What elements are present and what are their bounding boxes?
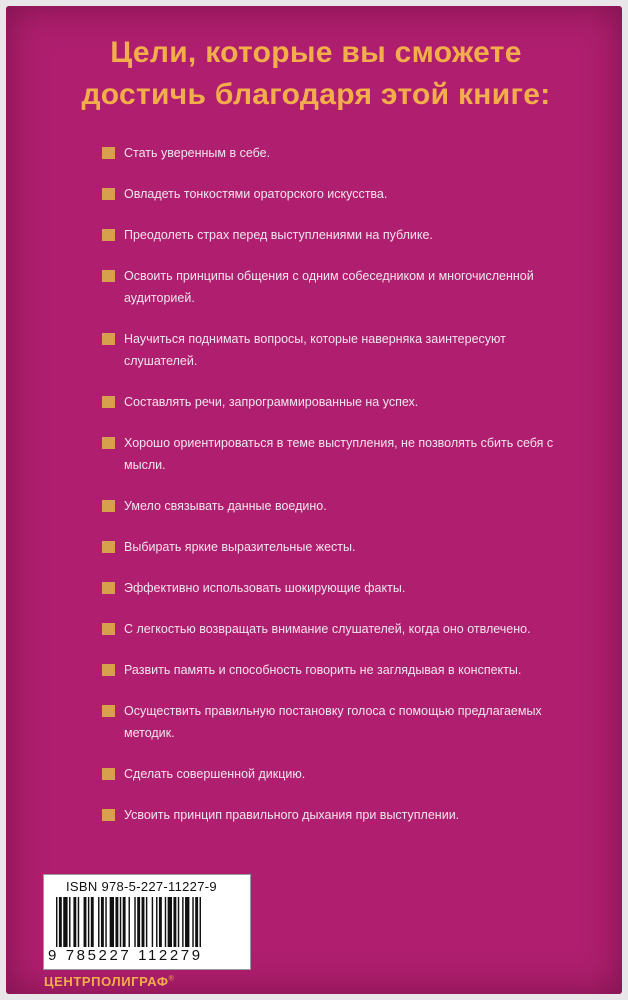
square-bullet-icon [102, 623, 115, 635]
goal-text: Сделать совершенной дикцию. [124, 767, 306, 781]
barcode-bar [165, 897, 166, 947]
goal-item [102, 700, 572, 744]
goal-item [102, 618, 572, 640]
barcode-bar [115, 897, 118, 947]
square-bullet-icon [102, 768, 115, 780]
square-bullet-icon [102, 396, 115, 408]
goal-text: Стать уверенным в себе. [124, 146, 271, 160]
barcode-bar [156, 897, 157, 947]
barcode-digits: 9 785227 112279 [48, 947, 203, 964]
barcode-bar [159, 897, 162, 947]
square-bullet-icon [102, 270, 115, 282]
goal-item [102, 391, 572, 413]
goal-item [102, 432, 572, 476]
barcode-bar [101, 897, 104, 947]
isbn-number: ISBN 978-5-227-11227-9 [66, 879, 217, 894]
barcode-bar [98, 897, 99, 947]
barcode-bar [142, 897, 145, 947]
goal-item [102, 224, 572, 246]
barcode-bar [73, 897, 76, 947]
isbn-barcode [43, 874, 251, 970]
barcode-bar [168, 897, 172, 947]
square-bullet-icon [102, 582, 115, 594]
goal-item [102, 659, 572, 681]
goal-text: Научиться поднимать вопросы, которые наверняка заинтересуют слушателей. [124, 332, 506, 368]
barcode-bar [173, 897, 176, 947]
barcode-bar [146, 897, 147, 947]
barcode-bar [56, 897, 57, 947]
barcode-bar [200, 897, 201, 947]
goal-text: Составлять речи, запрограммированные на успех. [124, 395, 419, 409]
square-bullet-icon [102, 229, 115, 241]
barcode-bar [84, 897, 87, 947]
goal-text: Умело связывать данные воедино. [124, 499, 327, 513]
square-bullet-icon [102, 147, 115, 159]
square-bullet-icon [102, 188, 115, 200]
publisher-name: ЦЕНТРПОЛИГРАФ [44, 974, 169, 989]
barcode-bar [120, 897, 121, 947]
barcode-bar [59, 897, 62, 947]
goal-text: Выбирать яркие выразительные жесты. [124, 540, 356, 554]
square-bullet-icon [102, 809, 115, 821]
goal-text: Овладеть тонкостями ораторского искусства. [124, 187, 388, 201]
barcode-bar [88, 897, 89, 947]
barcode-bars [56, 897, 238, 947]
barcode-bar [152, 897, 153, 947]
goal-text: С легкостью возвращать внимание слушателей, когда оно отвлечено. [124, 622, 531, 636]
goal-text: Хорошо ориентироваться в теме выступления, не позволять сбить себя с мысли. [124, 436, 554, 472]
goal-text: Развить память и способность говорить не заглядывая в конспекты. [124, 663, 522, 677]
barcode-bar [63, 897, 67, 947]
square-bullet-icon [102, 437, 115, 449]
square-bullet-icon [102, 541, 115, 553]
barcode-bar [78, 897, 79, 947]
goal-text: Осуществить правильную постановку голоса с помощью предлагаемых методик. [124, 704, 542, 740]
goal-item [102, 577, 572, 599]
cover-heading-line-2: достичь благодаря этой книге: [81, 78, 551, 111]
goal-text: Эффективно использовать шокирующие факты. [124, 581, 406, 595]
barcode-bar [178, 897, 179, 947]
goals-list [102, 142, 572, 845]
goal-item [102, 536, 572, 558]
barcode-bar [185, 897, 189, 947]
barcode-bar [129, 897, 130, 947]
square-bullet-icon [102, 705, 115, 717]
barcode-bar [137, 897, 140, 947]
barcode-bar [91, 897, 94, 947]
goal-item [102, 804, 572, 826]
goal-text: Усвоить принцип правильного дыхания при выступлении. [124, 808, 460, 822]
cover-heading-line-1: Цели, которые вы сможете [110, 36, 522, 69]
square-bullet-icon [102, 664, 115, 676]
book-back-cover [6, 6, 622, 994]
publisher-logo [44, 974, 174, 989]
cover-heading [46, 32, 586, 116]
barcode-bar [192, 897, 193, 947]
square-bullet-icon [102, 333, 115, 345]
goal-text: Преодолеть страх перед выступлениями на публике. [124, 228, 433, 242]
barcode-bar [182, 897, 183, 947]
barcode-bar [195, 897, 198, 947]
barcode-bar [110, 897, 114, 947]
goal-item [102, 142, 572, 164]
square-bullet-icon [102, 500, 115, 512]
registered-mark: ® [168, 975, 175, 983]
barcode-bar [69, 897, 70, 947]
goal-item [102, 328, 572, 372]
barcode-bar [123, 897, 126, 947]
goal-item [102, 763, 572, 785]
goal-text: Освоить принципы общения с одним собеседником и многочисленной аудиторией. [124, 269, 534, 305]
barcode-bar [105, 897, 106, 947]
barcode-bar [134, 897, 135, 947]
goal-item [102, 265, 572, 309]
goal-item [102, 495, 572, 517]
goal-item [102, 183, 572, 205]
